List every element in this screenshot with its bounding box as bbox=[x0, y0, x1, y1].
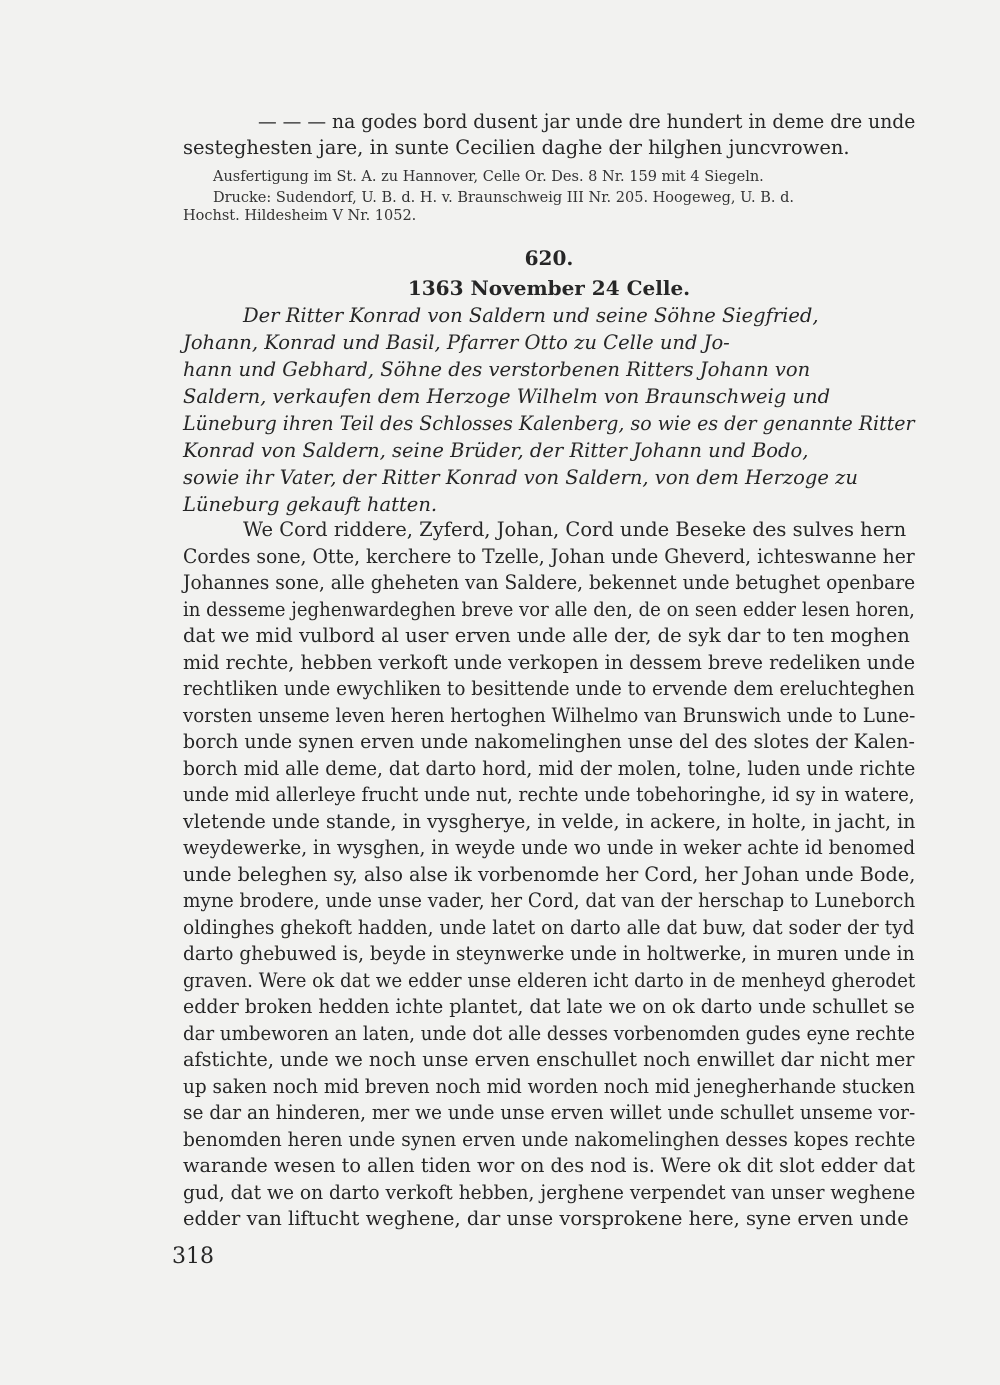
body-line: graven. Were ok dat we edder unse elderen icht darto in de menheyd gherodet bbox=[183, 968, 916, 992]
note-line-1: Ausfertigung im St. A. zu Hannover, Celle Or. Des. 8 Nr. 159 mit 4 Siegeln. bbox=[213, 169, 764, 185]
body-line: We Cord riddere, Zyferd, Johan, Cord unde Beseke des sulves hern bbox=[243, 518, 907, 541]
summary-line: sowie ihr Vater, der Ritter Konrad von Saldern, von dem Herzoge zu bbox=[183, 466, 858, 489]
body-line: borch unde synen erven unde nakomelinghen unse del des slotes der Kalen- bbox=[183, 730, 915, 753]
note-line-3: Hochst. Hildesheim V Nr. 1052. bbox=[183, 208, 417, 224]
note-line-2: Drucke: Sudendorf, U. B. d. H. v. Braunschweig III Nr. 205. Hoogeweg, U. B. d. bbox=[213, 190, 794, 206]
summary-line: Johann, Konrad und Basil, Pfarrer Otto zu Celle und Jo- bbox=[183, 331, 730, 354]
summary-line: Lüneburg ihren Teil des Schlosses Kalenberg, so wie es der genannte Ritter bbox=[183, 412, 915, 435]
body-line: gud, dat we on darto verkoft hebben, jerghene verpendet van unser weghene bbox=[183, 1180, 916, 1204]
body-line: dat we mid vulbord al user erven unde alle der, de syk dar to ten moghen bbox=[183, 624, 910, 647]
body-line: rechtliken unde ewychliken to besittende unde to ervende dem ereluchteghen bbox=[183, 677, 915, 700]
summary-line: Konrad von Saldern, seine Brüder, der Ritter Johann und Bodo, bbox=[183, 439, 809, 462]
top-line-2: sesteghesten jare, in sunte Cecilien daghe der hilghen juncvrowen. bbox=[183, 136, 850, 159]
document-number: 620. bbox=[524, 246, 574, 270]
body-line: Johannes sone, alle gheheten van Saldere, bekennet unde betughet openbare bbox=[183, 571, 916, 594]
summary-line: Der Ritter Konrad von Saldern und seine Söhne Siegfried, bbox=[243, 304, 819, 327]
body-line: up saken noch mid breven noch mid worden noch mid jenegherhande stucken bbox=[183, 1074, 916, 1098]
body-line: weydewerke, in wysghen, in weyde unde wo unde in weker achte id benomed bbox=[183, 836, 916, 859]
body-line: edder van liftucht weghene, dar unse vorsprokene here, syne erven unde bbox=[183, 1207, 909, 1230]
summary-line: Saldern, verkaufen dem Herzoge Wilhelm von Braunschweig und bbox=[183, 385, 831, 408]
body-line: warande wesen to allen tiden wor on des nod is. Were ok dit slot edder dat bbox=[183, 1154, 915, 1177]
summary-line: hann und Gebhard, Söhne des verstorbenen Ritters Johann von bbox=[183, 358, 811, 381]
summary-line: Lüneburg gekauft hatten. bbox=[183, 493, 438, 516]
body-line: vorsten unseme leven heren hertoghen Wilhelmo van Brunswich unde to Lune- bbox=[183, 703, 916, 727]
body-line: benomden heren unde synen erven unde nakomelinghen desses kopes rechte bbox=[183, 1127, 916, 1151]
body-line: unde beleghen sy, also alse ik vorbenomde her Cord, her Johan unde Bode, bbox=[183, 862, 916, 886]
body-line: mid rechte, hebben verkoft unde verkopen in dessem breve redeliken unde bbox=[183, 650, 916, 674]
top-line-1: — — — na godes bord dusent jar unde dre hundert in deme dre unde bbox=[258, 110, 916, 133]
body-line: vletende unde stande, in vysgherye, in velde, in ackere, in holte, in jacht, in bbox=[183, 809, 916, 833]
body-line: se dar an hinderen, mer we unde unse erven willet unde schullet unseme vor- bbox=[183, 1101, 916, 1124]
body-line: edder broken hedden ichte plantet, dat late we on ok darto unde schullet se bbox=[183, 995, 915, 1018]
body-line: afstichte, unde we noch unse erven enschullet noch enwillet dar nicht mer bbox=[183, 1048, 915, 1071]
document-date: 1363 November 24 Celle. bbox=[407, 276, 691, 300]
body-line: Cordes sone, Otte, kerchere to Tzelle, Johan unde Gheverd, ichteswanne her bbox=[183, 544, 915, 568]
body-line: dar umbeworen an laten, unde dot alle desses vorbenomden gudes eyne rechte bbox=[183, 1021, 916, 1045]
body-line: borch mid alle deme, dat darto hord, mid der molen, tolne, luden unde richte bbox=[183, 756, 916, 780]
body-line: oldinghes ghekoft hadden, unde latet on darto alle dat buw, dat soder der tyd bbox=[183, 915, 915, 939]
body-line: in desseme jeghenwardeghen breve vor alle den, de on seen edder lesen horen, bbox=[183, 597, 915, 621]
body-line: darto ghebuwed is, beyde in steynwerke unde in holtwerke, in muren unde in bbox=[183, 942, 915, 965]
page-number: 318 bbox=[172, 1244, 214, 1269]
body-line: unde mid allerleye frucht unde nut, rechte unde tobehoringhe, id sy in watere, bbox=[183, 783, 915, 806]
body-line: myne brodere, unde unse vader, her Cord, dat van der herschap to Luneborch bbox=[183, 889, 916, 912]
